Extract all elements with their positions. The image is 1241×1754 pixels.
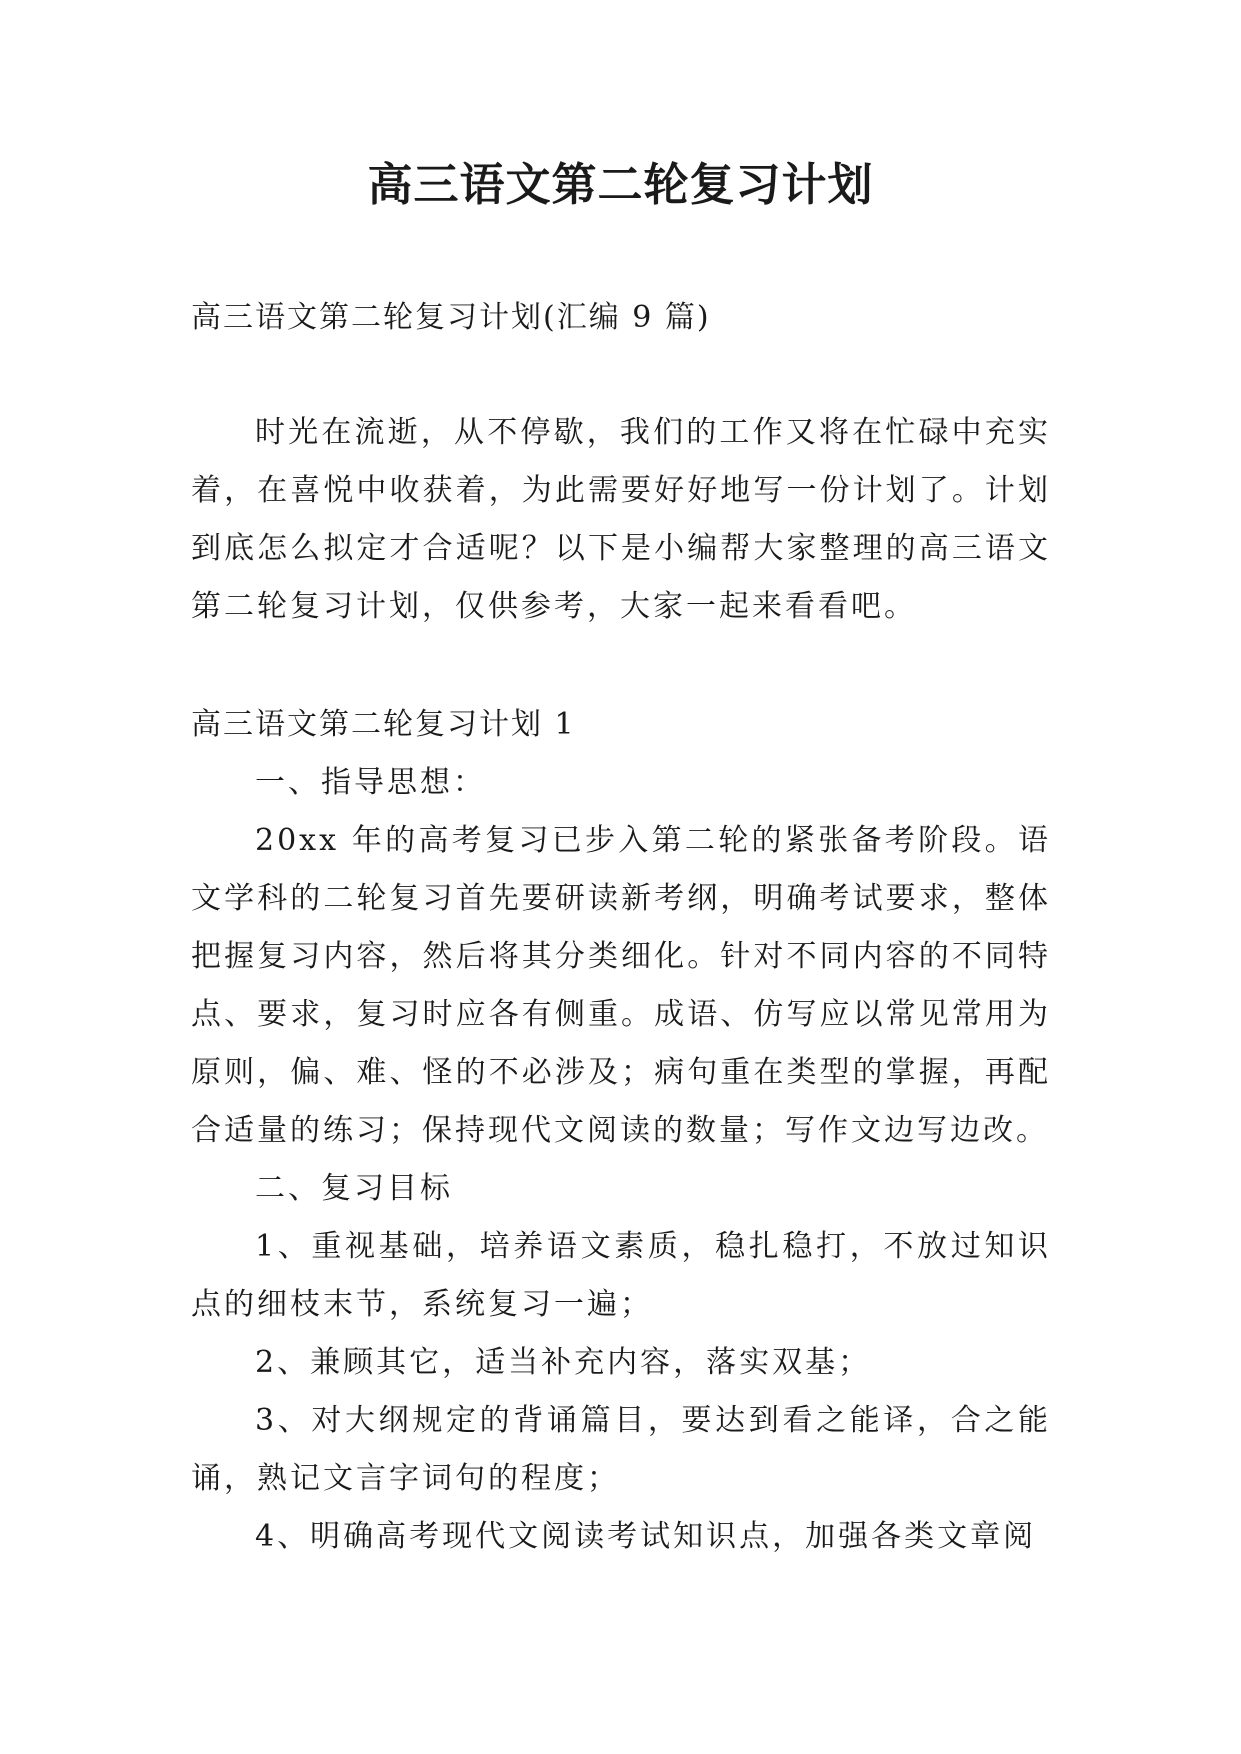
goal-item: 2、兼顾其它，适当补充内容，落实双基； <box>255 1345 872 1380</box>
part-heading-review-goals: 二、复习目标 <box>255 1171 453 1206</box>
goal-item: 1、重视基础，培养语文素质，稳扎稳打，不放过知识点的细枝末节，系统复习一遍； <box>191 1229 1051 1322</box>
guiding-ideology-paragraph: 20xx 年的高考复习已步入第二轮的紧张备考阶段。语文学科的二轮复习首先要研读新考纲，明确考试要求，整体把握复习内容，然后将其分类细化。针对不同内容的不同特点、要求，复习时应各有侧重。成语、仿写应以常见常用为原则，偏、难、怪的不必涉及；病句重在类型的掌握，再配合适量的练习；保持现代文阅读的数量；写作文边写边改。 <box>191 823 1051 1148</box>
section-1 <box>191 696 1051 1566</box>
goal-item: 3、对大纲规定的背诵篇目，要达到看之能译，合之能诵，熟记文言字词句的程度； <box>191 1403 1051 1496</box>
section-heading: 高三语文第二轮复习计划 1 <box>191 707 576 742</box>
document-title: 高三语文第二轮复习计划 <box>367 158 874 211</box>
goal-item: 4、明确高考现代文阅读考试知识点，加强各类文章阅 <box>255 1519 1037 1554</box>
document-subtitle: 高三语文第二轮复习计划(汇编 9 篇) <box>191 300 711 335</box>
intro-paragraph: 时光在流逝，从不停歇，我们的工作又将在忙碌中充实着，在喜悦中收获着，为此需要好好地写一份计划了。计划到底怎么拟定才合适呢？以下是小编帮大家整理的高三语文第二轮复习计划，仅供参考，大家一起来看看吧。 <box>191 415 1051 624</box>
part-heading-guiding-ideology: 一、指导思想： <box>255 765 486 800</box>
